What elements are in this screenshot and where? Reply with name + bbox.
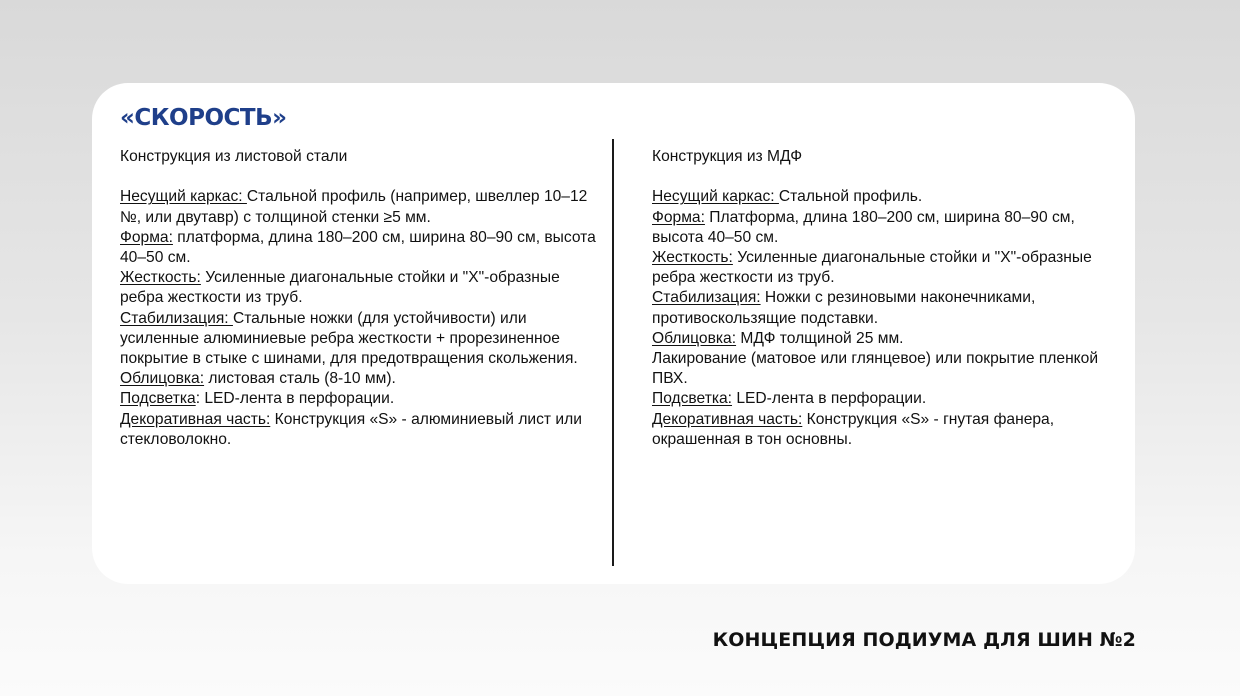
spec-text: листовая сталь (8-10 мм). <box>204 370 396 388</box>
spec-label: Форма: <box>652 208 705 226</box>
spec-text: : LED-лента в перфорации. <box>195 390 395 408</box>
spec-cladding <box>652 329 1112 349</box>
spec-label: Подсветка <box>120 390 196 408</box>
spec-rigidity <box>120 268 602 308</box>
spec-frame <box>120 187 602 227</box>
spec-text: Конструкция «S» - гнутая фанера, окрашенная в тон основны. <box>652 410 1055 448</box>
column-heading: Конструкция из листовой стали <box>120 148 348 165</box>
spec-text: Усиленные диагональные стойки и "X"-образные ребра жесткости из труб. <box>652 249 1092 287</box>
spec-lighting <box>120 389 602 409</box>
spec-decorative <box>652 410 1112 450</box>
spec-text: МДФ толщиной 25 мм. <box>736 329 904 347</box>
spec-label: Стабилизация: <box>652 289 761 307</box>
spec-label: Облицовка: <box>652 329 737 347</box>
footer-title: КОНЦЕПЦИЯ ПОДИУМА ДЛЯ ШИН №2 <box>712 629 1136 651</box>
spec-rigidity <box>652 248 1112 288</box>
spec-text: Стальной профиль. <box>778 188 923 206</box>
spec-text: платформа, длина 180–200 см, ширина 80–90 см, высота 40–50 см. <box>120 228 596 266</box>
spec-text: Усиленные диагональные стойки и "X"-образные ребра жесткости из труб. <box>120 269 560 307</box>
spec-cladding <box>120 369 602 389</box>
spec-label: Подсветка: <box>652 390 733 408</box>
spec-text: Лакирование (матовое или глянцевое) или покрытие пленкой ПВХ. <box>652 350 1099 388</box>
spec-label: Облицовка: <box>120 370 205 388</box>
spec-text: Конструкция «S» - алюминиевый лист или стекловолокно. <box>120 410 582 448</box>
spec-label: Несущий каркас: <box>120 188 247 206</box>
spec-shape <box>652 208 1112 248</box>
spec-text: LED-лента в перфорации. <box>732 390 927 408</box>
spec-decorative <box>120 410 602 450</box>
content-card <box>92 83 1135 584</box>
spec-finish <box>652 349 1112 389</box>
column-heading: Конструкция из МДФ <box>652 148 803 165</box>
column-divider <box>612 139 614 566</box>
spec-frame <box>652 187 1112 207</box>
spec-stabilization <box>120 309 602 370</box>
spec-text: Платформа, длина 180–200 см, ширина 80–90 см, высота 40–50 см. <box>652 208 1075 246</box>
spec-text: Стальные ножки (для устойчивости) или усиленные алюминиевые ребра жесткости + прорезиненное покрытие в стыке с шинами, для предотвращения скольжения. <box>120 309 578 368</box>
spec-label: Жесткость: <box>120 269 201 287</box>
spec-label: Форма: <box>120 228 173 246</box>
spec-label: Стабилизация: <box>120 309 233 327</box>
spec-lighting <box>652 389 1112 409</box>
mdf-construction-column <box>652 147 1112 450</box>
spec-label: Жесткость: <box>652 249 733 266</box>
steel-construction-column <box>120 147 602 450</box>
spec-shape <box>120 228 602 268</box>
spec-stabilization <box>652 288 1112 328</box>
spec-label: Несущий каркас: <box>652 188 779 206</box>
slide-title: «СКОРОСТЬ» <box>120 105 287 131</box>
spec-text: Ножки с резиновыми наконечниками, противоскользящие подставки. <box>652 289 1036 327</box>
spec-text: Стальной профиль (например, швеллер 10–12 №, или двутавр) с толщиной стенки ≥5 мм. <box>120 188 588 226</box>
spec-label: Декоративная часть: <box>120 410 271 428</box>
spec-label: Декоративная часть: <box>652 410 803 428</box>
